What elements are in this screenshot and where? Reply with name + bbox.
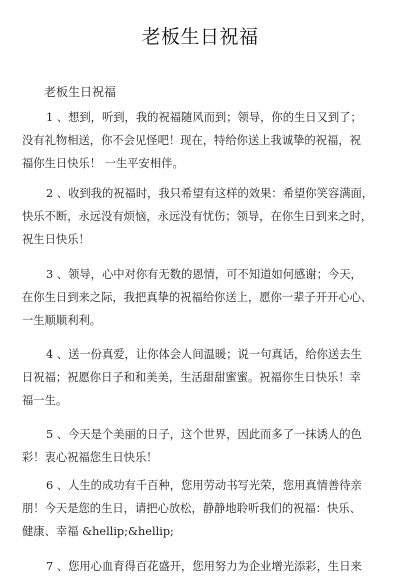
paragraph-line: 快乐不断，永远没有烦恼，永远没有忧伤；领导，在你生日到来之时， bbox=[22, 210, 373, 223]
paragraph-line: 福一生。 bbox=[22, 394, 68, 407]
paragraph-line: 1 、想到，听到，我的祝福随风而到；领导，你的生日又到了； bbox=[46, 111, 362, 124]
paragraph-1 bbox=[22, 106, 378, 175]
paragraph-line: 日祝福；祝愿你日子和和美美，生活甜甜蜜蜜。祝福你生日快乐！幸 bbox=[22, 371, 361, 384]
document-title: 老板生日祝福 bbox=[141, 26, 259, 48]
paragraph-line: 5 、今天是个美丽的日子，这个世界，因此而多了一抹诱人的色 bbox=[46, 428, 362, 441]
paragraph-line: 2 、收到我的祝福时，我只希望有这样的效果：希望你笑容满面， bbox=[46, 187, 374, 200]
paragraph-line: 一生顺顺利利。 bbox=[22, 314, 102, 327]
paragraph-line: 3 、领导，心中对你有无数的恩情，可不知道如何感谢；今天， bbox=[46, 268, 362, 281]
paragraph-2 bbox=[22, 182, 378, 251]
paragraph-6 bbox=[22, 474, 378, 543]
paragraph-3 bbox=[22, 263, 378, 332]
paragraph-line: 4 、送一份真爱，让你体会人间温暖；说一句真话，给你送去生 bbox=[46, 348, 362, 361]
paragraph-line: 朋！今天是您的生日，请把心放松，静静地聆听我们的祝福：快乐、 bbox=[22, 502, 361, 515]
paragraph-5 bbox=[22, 423, 378, 469]
paragraph-line: 在你生日到来之际，我把真挚的祝福给你送上，愿你一辈子开开心心、 bbox=[22, 291, 373, 304]
paragraph-line: 没有礼物相送，你不会见怪吧！现在，特给你送上我诚挚的祝福，祝 bbox=[22, 134, 361, 147]
paragraph-7 bbox=[22, 555, 378, 578]
paragraph-line: 祝生日快乐！ bbox=[22, 233, 90, 246]
paragraph-line: 彩！衷心祝福您生日快乐！ bbox=[22, 451, 158, 464]
paragraph-line: 健康、幸福 &hellip;&hellip; bbox=[22, 525, 174, 538]
paragraph-line: 福你生日快乐！ 一生平安相伴。 bbox=[22, 157, 184, 170]
paragraph-line: 6 、人生的成功有千百种，您用劳动书写光荣，您用真情善待亲 bbox=[46, 479, 362, 492]
paragraph-line: 7 、您用心血育得百花盛开，您用努力为企业增光添彩，生日来 bbox=[46, 560, 362, 573]
document-subtitle: 老板生日祝福 bbox=[44, 85, 117, 99]
paragraph-4 bbox=[22, 343, 378, 412]
